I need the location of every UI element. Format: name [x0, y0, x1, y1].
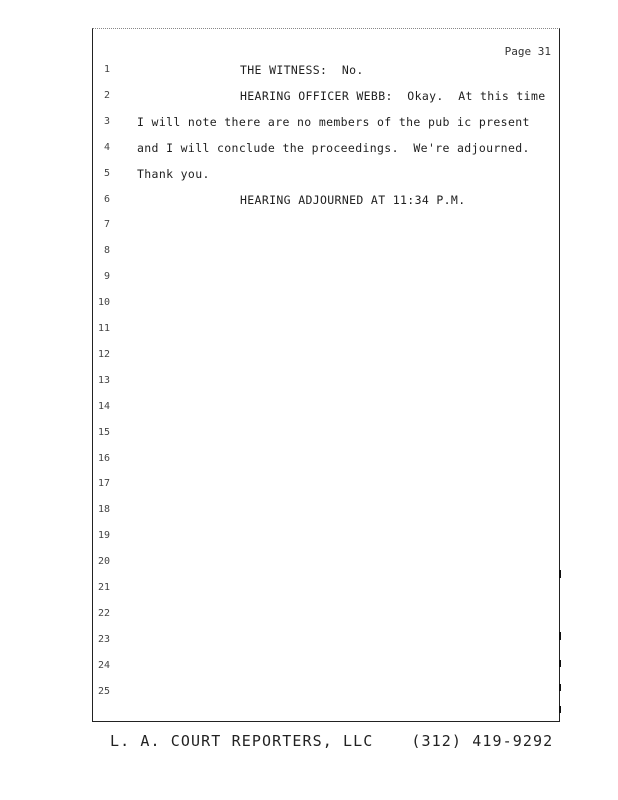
line-number: 8 [103, 245, 110, 256]
court-reporter-name: L. A. COURT REPORTERS, LLC [110, 732, 374, 750]
footer [110, 732, 553, 750]
transcript-line-text: HEARING OFFICER WEBB: Okay. At this time [240, 89, 546, 103]
line-number: 4 [103, 142, 110, 153]
line-number: 7 [103, 219, 110, 230]
transcript-line-text: HEARING ADJOURNED AT 11:34 P.M. [240, 193, 466, 207]
line-number: 23 [97, 634, 110, 645]
court-reporter-phone: (312) 419-9292 [411, 732, 554, 750]
line-number: 17 [97, 478, 110, 489]
transcript-line-text: THE WITNESS: No. [240, 63, 364, 77]
scan-mark [559, 570, 561, 578]
scan-mark [559, 706, 561, 713]
line-number: 3 [103, 116, 110, 127]
line-number: 1 [103, 64, 110, 75]
line-number: 10 [97, 297, 110, 308]
line-number: 19 [97, 530, 110, 541]
line-number: 24 [97, 660, 110, 671]
transcript-page-frame [92, 28, 560, 722]
transcript-line-text: and I will conclude the proceedings. We're adjourned. [137, 141, 530, 155]
line-number: 16 [97, 453, 110, 464]
line-number: 12 [97, 349, 110, 360]
scan-mark [559, 684, 561, 691]
scan-mark [559, 632, 561, 640]
transcript-line-text: Thank you. [137, 167, 210, 181]
line-number: 11 [97, 323, 110, 334]
line-number: 15 [97, 427, 110, 438]
line-number: 6 [103, 194, 110, 205]
line-number: 14 [97, 401, 110, 412]
line-number: 5 [103, 168, 110, 179]
line-number: 9 [103, 271, 110, 282]
line-number: 20 [97, 556, 110, 567]
scan-mark [559, 660, 561, 667]
page-number: Page 31 [504, 45, 551, 58]
line-number: 13 [97, 375, 110, 386]
line-number: 18 [97, 504, 110, 515]
line-number: 22 [97, 608, 110, 619]
transcript-line-text: I will note there are no members of the pub ic present [137, 115, 530, 129]
line-number: 25 [97, 686, 110, 697]
line-number: 2 [103, 90, 110, 101]
line-number: 21 [97, 582, 110, 593]
